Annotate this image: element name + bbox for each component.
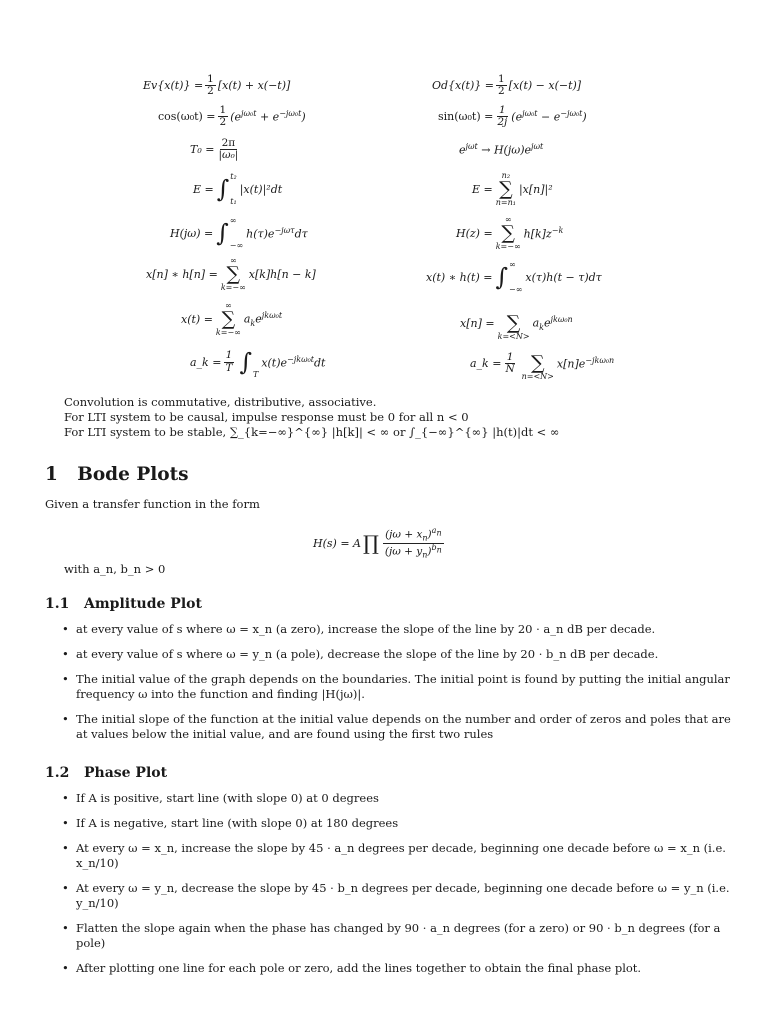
formula-energy-continuous: E = ∫ t₂ t₁ |x(t)|²dt: [193, 172, 283, 206]
formula-fs-coeff-continuous: a_k = $\frac{1}{T}$ ∫ T $x(t)e^{-jk\omega_0t}dt$: [190, 348, 326, 379]
formula-conv-discrete: x[n] ∗ h[n] = ∞ ∑ k=−∞ x[k]h[n − k]: [146, 256, 316, 292]
list-item: • at every value of s where ω = x_n (a zero), increase the slope of the line by 20 · a_n dB per decade.: [62, 622, 732, 637]
formula-sin: sin(ω₀t) = $\frac{1}{2j}$ $(e^{j\omega_0t} - e^{-j\omega_0t})$: [438, 104, 587, 129]
section-heading-bode: 1 Bode Plots: [45, 464, 189, 485]
section-heading-phase: 1.2 Phase Plot: [45, 765, 168, 781]
list-item: • If A is negative, start line (with slope 0) at 180 degrees: [62, 816, 732, 831]
list-item: • At every ω = x_n, increase the slope by 45 · a_n degrees per decade, beginning one decade before ω = x_n (i.e. x_n/10): [62, 841, 732, 871]
list-item: • Flatten the slope again when the phase has changed by 90 · a_n degrees (for a zero) or 90 · b_n degrees (for a pole): [62, 921, 732, 951]
formula-fourier-series-discrete: x[n] = ∑ k=<N> $a_ke^{jk\omega_0n}$: [460, 312, 573, 341]
note-stable: For LTI system to be stable, ∑_{k=−∞}^{∞} |h[k]| < ∞ or ∫_{−∞}^{∞} |h(t)|dt < ∞: [64, 425, 560, 439]
list-item: • The initial slope of the function at the initial value depends on the number and order of zeros and poles that are at values below the initial value, and are found using the first two rules: [62, 712, 732, 742]
list-item: • At every ω = y_n, decrease the slope by 45 · b_n degrees per decade, beginning one decade before ω = y_n (i.e. y_n/10): [62, 881, 732, 911]
formula-z-transform: H(z) = ∞ ∑ k=−∞ $h[k]z^{-k}$: [456, 215, 564, 251]
note-convolution: Convolution is commutative, distributive, associative.: [64, 395, 377, 409]
note-causal: For LTI system to be causal, impulse response must be 0 for all n < 0: [64, 410, 469, 424]
formula-fourier-series-continuous: x(t) = ∞ ∑ k=−∞ $a_ke^{jk\omega_0t}$: [181, 301, 283, 337]
list-item: • at every value of s where ω = y_n (a pole), decrease the slope of the line by 20 · b_n dB per decade.: [62, 647, 732, 662]
formula-odd-part: Od{x(t)} = $\frac{1}{2}$ [x(t) − x(−t)]: [432, 73, 582, 98]
list-item: • After plotting one line for each pole or zero, add the lines together to obtain the final phase plot.: [62, 961, 732, 976]
bode-condition: with a_n, b_n > 0: [64, 562, 166, 576]
formula-transfer-function: H(s) = A ∏ $\frac{(j\omega + x_n)^{a_n}}{(j\omega + y_n)^{b_n}}$: [313, 526, 442, 560]
formula-even-part: Ev{x(t)} = $\frac{1}{2}$ [x(t) + x(−t)]: [143, 73, 291, 98]
formula-cos: cos(ω₀t) = $\frac{1}{2}$ $(e^{j\omega_0t} + e^{-j\omega_0t})$: [158, 104, 306, 129]
phase-bullet-list: [62, 791, 732, 986]
formula-energy-discrete: E = n₂ ∑ n=n₁ |x[n]|²: [472, 171, 553, 207]
formula-fs-coeff-discrete: a_k = $\frac{1}{N}$ ∑ n=<N> $x[n]e^{-jk\omega_0n}$: [470, 350, 615, 381]
formula-conv-continuous: x(t) ∗ h(t) = ∫ ∞ −∞ x(τ)h(t − τ)dτ: [426, 260, 602, 294]
amplitude-bullet-list: [62, 622, 732, 752]
formula-eigenfunction: $e^{j\omega t} \to H(j\omega)e^{j\omega t}$: [459, 142, 544, 157]
formula-fourier-transform: H(jω) = ∫ ∞ −∞ $h(\tau)e^{-j\omega\tau}d\tau$: [170, 216, 308, 250]
section-heading-amplitude: 1.1 Amplitude Plot: [45, 596, 202, 612]
list-item: • If A is positive, start line (with slope 0) at 0 degrees: [62, 791, 732, 806]
bode-intro: Given a transfer function in the form: [45, 497, 260, 511]
list-item: • The initial value of the graph depends on the boundaries. The initial point is found by putting the initial angular frequency ω into the function and finding |H(jω)|.: [62, 672, 732, 702]
formula-period: T₀ = $\frac{2\pi}{\text{|ω₀|}}$: [190, 137, 239, 162]
